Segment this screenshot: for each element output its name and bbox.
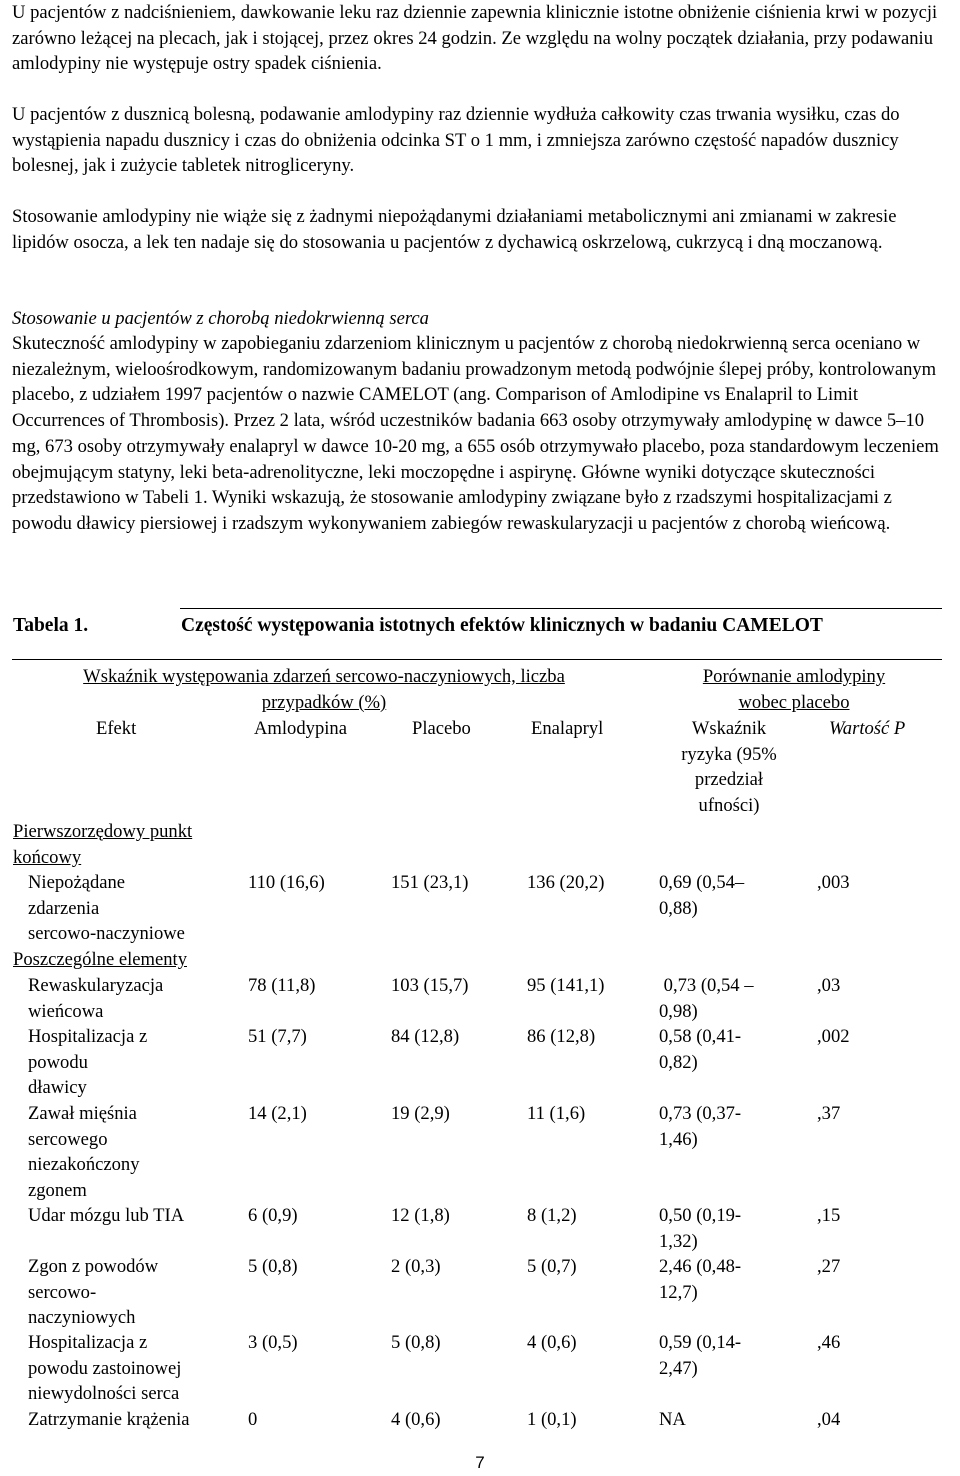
table-cell-hazard-ratio [659, 1101, 741, 1152]
table-cell-amlodipine: 0 [248, 1409, 258, 1430]
table-cell-amlodipine: 3 (0,5) [248, 1332, 298, 1353]
row-label-line: sercowo-naczyniowe [28, 923, 185, 945]
table-cell-p-value: ,03 [817, 975, 841, 996]
row-label-line: dławicy [28, 1077, 87, 1099]
column-header-effect: Efekt [96, 718, 137, 739]
hazard-ratio-line: 1,32) [659, 1230, 698, 1252]
table-cell-enalapril: 4 (0,6) [527, 1332, 577, 1353]
hazard-ratio-line: 2,46 (0,48- [659, 1256, 742, 1277]
hazard-ratio-line: 0,82) [659, 1051, 698, 1073]
table-cell-amlodipine: 14 (2,1) [248, 1103, 307, 1124]
table-cell-p-value: ,46 [817, 1332, 841, 1353]
paragraph-angina: U pacjentów z dusznicą bolesną, podawanie amlodypiny raz dziennie wydłuża całkowity czas trwania wysiłku, czas do wystąpienia napadu dusznicy i czas do obniżenia odcinka ST o 1 mm, i zmniejsza zarówno częstość napadów dusznicy bolesnej, jak i zużycie tabletek nitrogliceryny. [12, 104, 900, 177]
row-label-line: sercowego [28, 1128, 108, 1150]
hazard-ratio-line: 0,69 (0,54– [659, 872, 745, 893]
hazard-ratio-line: 0,73 (0,37- [659, 1103, 742, 1124]
paragraph-hypertension: U pacjentów z nadciśnieniem, dawkowanie leku raz dziennie zapewnia klinicznie istotne obniżenie ciśnienia krwi w pozycji zarówno leżącej na plecach, jak i stojącej, przez okres 24 godzin. Ze względu na wolny początek działania, przy podawaniu amlodypiny nie występuje ostry spadek ciśnienia. [12, 2, 938, 75]
table-cell-hazard-ratio [659, 1024, 741, 1075]
primary-endpoint-heading-cont: końcowy [13, 847, 82, 868]
table-row-label [28, 1101, 140, 1204]
row-label-line: wieńcowa [28, 1000, 104, 1022]
table-cell-placebo: 84 (12,8) [391, 1026, 460, 1047]
row-label-line: Niepożądane [28, 872, 126, 893]
table-row-label [28, 1407, 190, 1433]
row-label-line: niewydolności serca [28, 1383, 180, 1405]
hazard-ratio-line: 0,98) [659, 1000, 698, 1022]
row-label-line: sercowo- [28, 1281, 97, 1303]
hazard-ratio-line: 0,59 (0,14- [659, 1332, 742, 1353]
row-label-line: niezakończony [28, 1154, 140, 1176]
table-row-label [28, 1330, 181, 1407]
table-row-label [28, 870, 185, 947]
table-cell-amlodipine: 51 (7,7) [248, 1026, 307, 1047]
row-label-line: powodu zastoinowej [28, 1357, 182, 1379]
table-cell-amlodipine: 5 (0,8) [248, 1256, 298, 1277]
column-header-enalapril: Enalapryl [531, 718, 604, 739]
hazard-ratio-line: 2,47) [659, 1357, 698, 1379]
table-cell-placebo: 12 (1,8) [391, 1205, 450, 1226]
hazard-ratio-line: 1,46) [659, 1128, 698, 1150]
table-cell-hazard-ratio [659, 1254, 741, 1305]
table-cell-p-value: ,27 [817, 1256, 841, 1277]
row-label-line: zdarzenia [28, 897, 100, 919]
hazard-ratio-line: 0,73 (0,54 – [659, 975, 754, 996]
column-header-hazard-ratio: Wskaźnik ryzyka (95% przedział ufności) [681, 718, 777, 817]
table-cell-enalapril: 95 (141,1) [527, 975, 605, 996]
hazard-ratio-line: NA [659, 1409, 686, 1430]
table-header-rule [12, 659, 942, 660]
table-cell-placebo: 5 (0,8) [391, 1332, 441, 1353]
table-cell-hazard-ratio [659, 1203, 741, 1254]
row-label-line: Hospitalizacja z [28, 1026, 148, 1047]
table-cell-hazard-ratio [659, 1330, 741, 1381]
row-label-line: Rewaskularyzacja [28, 975, 164, 996]
table-cell-p-value: ,15 [817, 1205, 841, 1226]
table-cell-hazard-ratio [659, 870, 744, 921]
table-cell-amlodipine: 6 (0,9) [248, 1205, 298, 1226]
column-header-placebo: Placebo [412, 718, 471, 739]
group-header-rates: Wskaźnik występowania zdarzeń sercowo-naczyniowych, liczba [83, 666, 565, 687]
row-label-line: Zawał mięśnia [28, 1103, 137, 1124]
table-row-label [28, 1254, 158, 1331]
table-cell-p-value: ,003 [817, 872, 850, 893]
row-label-line: Hospitalizacja z [28, 1332, 148, 1353]
table-cell-placebo: 103 (15,7) [391, 975, 469, 996]
table-top-rule [180, 608, 942, 609]
table-cell-enalapril: 5 (0,7) [527, 1256, 577, 1277]
row-label-line: naczyniowych [28, 1307, 136, 1329]
group-header-comparison-cont: wobec placebo [738, 692, 850, 713]
row-label-line: Udar mózgu lub TIA [28, 1205, 185, 1226]
section-heading: Stosowanie u pacjentów z chorobą niedokrwienną serca [12, 308, 429, 329]
table-row-label [28, 1024, 147, 1101]
row-label-line: powodu [28, 1051, 88, 1073]
row-label-line: zgonem [28, 1180, 87, 1202]
table-cell-amlodipine: 110 (16,6) [248, 872, 325, 893]
table-row-label [28, 973, 163, 1024]
row-label-line: Zgon z powodów [28, 1256, 159, 1277]
table-row-label [28, 1203, 184, 1229]
table-cell-placebo: 19 (2,9) [391, 1103, 450, 1124]
table-cell-amlodipine: 78 (11,8) [248, 975, 316, 996]
individual-components-heading: Poszczególne elementy [13, 949, 187, 970]
column-header-amlodipine: Amlodypina [254, 718, 347, 739]
table-cell-enalapril: 86 (12,8) [527, 1026, 596, 1047]
column-header-p-value: Wartość P [829, 718, 906, 739]
hazard-ratio-line: 12,7) [659, 1281, 698, 1303]
table-cell-enalapril: 1 (0,1) [527, 1409, 577, 1430]
table-cell-p-value: ,002 [817, 1026, 850, 1047]
group-header-rates-cont: przypadków (%) [261, 692, 387, 713]
table-cell-placebo: 2 (0,3) [391, 1256, 441, 1277]
hazard-ratio-line: 0,58 (0,41- [659, 1026, 742, 1047]
hazard-ratio-line: 0,50 (0,19- [659, 1205, 742, 1226]
table-cell-hazard-ratio [659, 973, 754, 1024]
paragraph-camelot: Skuteczność amlodypiny w zapobieganiu zdarzeniom klinicznym u pacjentów z chorobą niedokrwienną serca oceniano w niezależnym, wieloośrodkowym, randomizowanym badaniu prowadzonym metodą podwójnie ślepej próby, kontrolowanym placebo, z udziałem 1997 pacjentów o nazwie CAMELOT (ang. Comparison of Amlodipine vs Enalapril to Limit Occurrences of Thrombosis). Przez 2 lata, wśród uczestników badania 663 osoby otrzymywały amlodypinę w dawce 5–10 mg, 673 osoby otrzymywały enalapryl w dawce 10-20 mg, a 655 osób otrzymywało placebo, poza standardowym leczeniem obejmującym statyny, leki beta-adrenolityczne, leki moczopędne i aspirynę. Główne wyniki dotyczące skuteczności przedstawiono w Tabeli 1. Wyniki wskazują, że stosowanie amlodypiny związane było z rzadszymi hospitalizacjami z powodu dławicy piersiowej i rzadszym wykonywaniem zabiegów rewaskularyzacji u pacjentów z chorobą wieńcową. [12, 333, 939, 534]
group-header-comparison: Porównanie amlodypiny [702, 666, 886, 687]
table-cell-hazard-ratio [659, 1407, 686, 1433]
table-title: Częstość występowania istotnych efektów klinicznych w badaniu CAMELOT [181, 615, 823, 636]
table-cell-placebo: 151 (23,1) [391, 872, 469, 893]
paragraph-metabolic: Stosowanie amlodypiny nie wiąże się z żadnymi niepożądanymi działaniami metabolicznymi ani zmianami w zakresie lipidów osocza, a lek ten nadaje się do stosowania u pacjentów z dychawicą oskrzelową, cukrzycą i dną moczanową. [12, 206, 897, 253]
table-cell-enalapril: 11 (1,6) [527, 1103, 586, 1124]
row-label-line: Zatrzymanie krążenia [28, 1409, 190, 1430]
table-cell-p-value: ,04 [817, 1409, 841, 1430]
hazard-ratio-line: 0,88) [659, 897, 698, 919]
table-cell-enalapril: 136 (20,2) [527, 872, 605, 893]
table-cell-placebo: 4 (0,6) [391, 1409, 441, 1430]
page-number: 7 [475, 1453, 485, 1472]
table-label: Tabela 1. [13, 615, 89, 636]
table-cell-p-value: ,37 [817, 1103, 841, 1124]
primary-endpoint-heading: Pierwszorzędowy punkt [13, 821, 193, 842]
table-cell-enalapril: 8 (1,2) [527, 1205, 577, 1226]
